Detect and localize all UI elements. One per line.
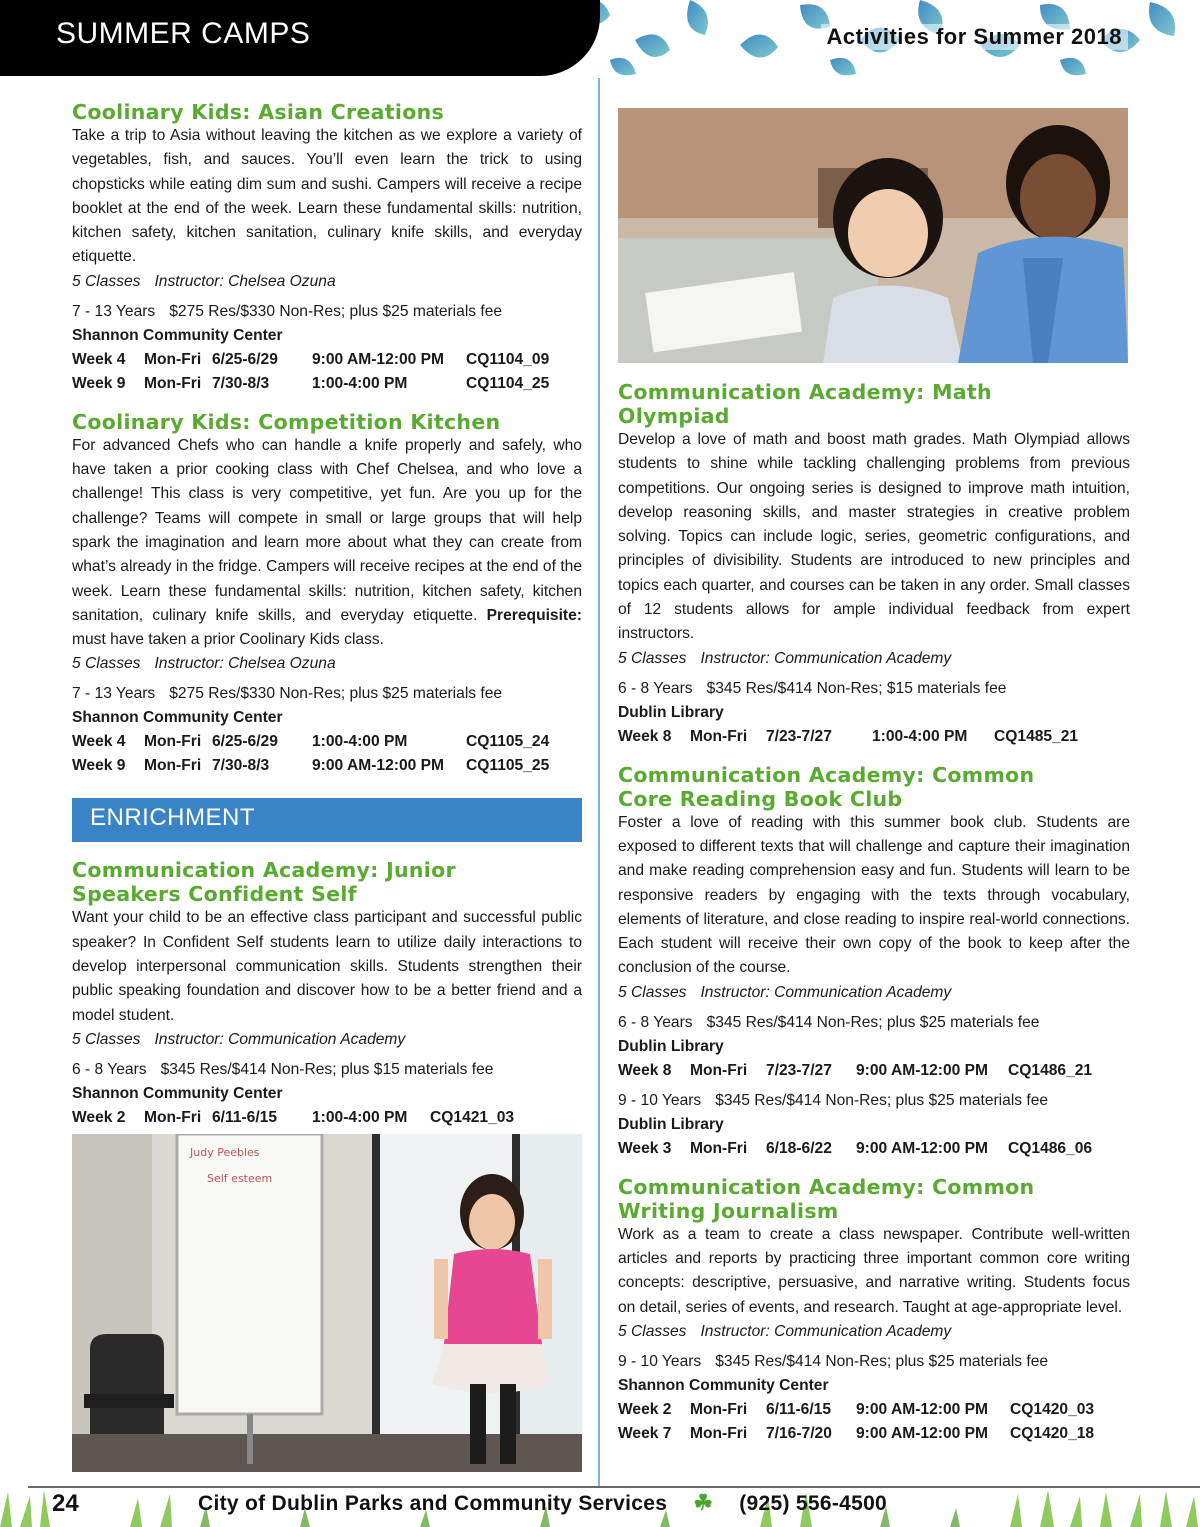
- footer-rule: [28, 1486, 1200, 1488]
- course-title-line2: Olympiad: [618, 404, 730, 428]
- sched-week: Week 9: [72, 374, 126, 392]
- course-meta: [72, 652, 582, 676]
- schedule-row: [72, 372, 582, 396]
- sched-code: CQ1105_24: [466, 733, 550, 751]
- class-count: 5 Classes: [72, 1030, 141, 1048]
- instructor: Instructor: Communication Academy: [700, 649, 952, 667]
- instructor: Instructor: Communication Academy: [700, 983, 952, 1001]
- course-price: [618, 1350, 1130, 1374]
- course-title: Coolinary Kids: Asian Creations: [72, 100, 444, 124]
- schedule-row: [618, 1059, 1130, 1083]
- sched-time: 9:00 AM-12:00 PM: [312, 350, 445, 368]
- sched-code: CQ1105_25: [466, 757, 550, 775]
- sched-days: Mon-Fri: [144, 757, 202, 775]
- course-location: Shannon Community Center: [72, 709, 283, 727]
- course-meta: [618, 647, 1130, 671]
- sched-time: 9:00 AM-12:00 PM: [856, 1400, 989, 1418]
- sched-code: CQ1104_25: [466, 374, 550, 392]
- course-price: [618, 1011, 1130, 1035]
- whiteboard-text-2: Self esteem: [207, 1172, 273, 1185]
- course-junior-speakers: [72, 858, 582, 1129]
- course-description: Take a trip to Asia without leaving the kitchen as we explore a variety of vegetables, fish, and sauces. You’ll even learn the trick to using chopsticks while eating dim sum and sushi. Campers will receive a recipe booklet at the end of the week. Learn these fundamental skills: nutrition, kitchen safety, kitchen sanitation, culinary knife skills, and everyday etiquette.: [72, 127, 582, 266]
- course-title-line1: Communication Academy: Common: [618, 1174, 1035, 1199]
- age-range: 7 - 13 Years: [72, 302, 156, 320]
- course-title-line2: Core Reading Book Club: [618, 786, 903, 811]
- age-range: 6 - 8 Years: [618, 679, 693, 697]
- section-title: SUMMER CAMPS: [56, 17, 311, 50]
- sched-dates: 6/18-6/22: [766, 1139, 832, 1157]
- sched-days: Mon-Fri: [144, 374, 202, 392]
- sched-code: CQ1420_18: [1010, 1424, 1095, 1442]
- schedule-row: [72, 1106, 582, 1130]
- schedule-row: [618, 1422, 1130, 1446]
- sched-days: Mon-Fri: [144, 733, 202, 751]
- instructor: Instructor: Chelsea Ozuna: [154, 272, 336, 290]
- course-title-line1: Communication Academy: Common: [618, 762, 1035, 787]
- sched-dates: 6/11-6/15: [212, 1108, 278, 1126]
- sched-week: Week 3: [618, 1139, 672, 1157]
- instructor: Instructor: Communication Academy: [700, 1322, 952, 1340]
- sched-time: 1:00-4:00 PM: [312, 1108, 408, 1126]
- sched-time: 1:00-4:00 PM: [312, 733, 408, 751]
- sched-time: 9:00 AM-12:00 PM: [856, 1424, 989, 1442]
- sched-days: Mon-Fri: [690, 1061, 748, 1079]
- fee: $275 Res/$330 Non-Res; plus $25 materials fee: [169, 685, 503, 703]
- prereq-label: Prerequisite:: [486, 606, 582, 624]
- sched-code: CQ1486_06: [1008, 1139, 1093, 1157]
- sched-week: Week 8: [618, 727, 672, 745]
- instructor: Instructor: Communication Academy: [154, 1030, 406, 1048]
- course-competition-kitchen: [72, 410, 582, 779]
- course-writing-journalism: [618, 1175, 1130, 1446]
- class-count: 5 Classes: [72, 272, 141, 290]
- sched-week: Week 8: [618, 1061, 672, 1079]
- whiteboard-text-1: Judy Peebles: [190, 1146, 260, 1159]
- fee: $345 Res/$414 Non-Res; plus $25 materials fee: [715, 1352, 1049, 1370]
- sched-week: Week 7: [618, 1424, 672, 1442]
- column-divider: [598, 78, 600, 1488]
- schedule-row: [72, 730, 582, 754]
- footer-org: City of Dublin Parks and Community Services: [198, 1492, 668, 1515]
- photo-girl-whiteboard: [72, 1134, 582, 1472]
- fee: $275 Res/$330 Non-Res; plus $25 materials fee: [169, 302, 503, 320]
- course-description: Develop a love of math and boost math grades. Math Olympiad allows students to shine while tackling challenging problems from previous competitions. Our ongoing series is designed to improve math intuition, develop reasoning skills, and master strategies in creative problem solving. Topics can include logic, series, geometric configurations, and principles of divisibility. Students are introduced to new principles and topics each quarter, and courses can be taken in any order. Small classes of 12 students allows for ample individual feedback from expert instructors.: [618, 431, 1130, 643]
- course-price-2: [618, 1089, 1130, 1113]
- page-header: [0, 0, 1200, 78]
- age-range: 7 - 13 Years: [72, 685, 156, 703]
- fee: $345 Res/$414 Non-Res; plus $25 materials fee: [706, 1013, 1040, 1031]
- sched-dates: 7/23-7/27: [766, 1061, 832, 1079]
- sched-days: Mon-Fri: [144, 350, 202, 368]
- course-title-line1: Communication Academy: Junior: [72, 858, 456, 883]
- course-description: [72, 434, 582, 653]
- description-text: For advanced Chefs who can handle a knife properly and safely, who have taken a prior cooking class with Chef Chelsea, and who love a challenge! This class is very competitive, yet fun. Are you up for the challenge? Teams will compete in small or large groups that will help spark the imagination and learn more about what they can create from what’s already in the fridge. Campers will receive recipes at the end of the week. Learn these fundamental skills: nutrition, kitchen safety, kitchen sanitation, culinary knife skills, and everyday etiquette.: [72, 436, 582, 624]
- class-count: 5 Classes: [618, 649, 687, 667]
- sched-dates: 7/16-7/20: [766, 1424, 832, 1442]
- class-count: 5 Classes: [72, 655, 141, 673]
- photo-two-girls: [618, 108, 1128, 363]
- course-meta: [72, 1028, 582, 1052]
- sched-days: Mon-Fri: [690, 1424, 748, 1442]
- instructor: Instructor: Chelsea Ozuna: [154, 655, 336, 673]
- sched-days: Mon-Fri: [690, 727, 748, 745]
- course-math-olympiad: [618, 380, 1130, 749]
- schedule-row: [72, 754, 582, 778]
- sched-dates: 7/23-7/27: [766, 727, 832, 745]
- course-title-line2: Speakers Confident Self: [72, 882, 357, 907]
- sched-code: CQ1485_21: [994, 727, 1079, 745]
- class-count: 5 Classes: [618, 1322, 687, 1340]
- left-column: [72, 100, 582, 1144]
- footer-phone: (925) 556-4500: [739, 1492, 888, 1515]
- sched-time: 1:00-4:00 PM: [312, 374, 408, 392]
- sched-code: CQ1486_21: [1008, 1061, 1093, 1079]
- course-title-line2: Writing Journalism: [618, 1198, 839, 1223]
- sched-time: 9:00 AM-12:00 PM: [856, 1061, 989, 1079]
- course-meta: [72, 270, 582, 294]
- schedule-row: [618, 1398, 1130, 1422]
- sched-week: Week 2: [618, 1400, 672, 1418]
- age-range: 6 - 8 Years: [618, 1013, 693, 1031]
- sched-week: Week 9: [72, 757, 126, 775]
- sched-time: 9:00 AM-12:00 PM: [312, 757, 445, 775]
- sched-days: Mon-Fri: [690, 1139, 748, 1157]
- shamrock-icon: ☘: [693, 1490, 714, 1515]
- sched-dates: 6/11-6/15: [766, 1400, 832, 1418]
- course-description: Foster a love of reading with this summer book club. Students are exposed to different texts that will challenge and capture their imagination and make reading comprehension easy and fun. Students will learn to be responsive readers by engaging with the texts through vocabulary, elements of literature, and close reading to inspire real-world connections. Each student will receive their own copy of the book to keep after the conclusion of the course.: [618, 813, 1130, 977]
- schedule-row: [618, 725, 1130, 749]
- course-title: Coolinary Kids: Competition Kitchen: [72, 409, 501, 434]
- course-meta: [618, 981, 1130, 1005]
- course-reading-book-club: [618, 763, 1130, 1161]
- course-meta: [618, 1320, 1130, 1344]
- course-location: Shannon Community Center: [72, 1084, 283, 1102]
- sched-code: CQ1104_09: [466, 350, 550, 368]
- course-location: Dublin Library: [618, 703, 724, 721]
- course-location: Shannon Community Center: [618, 1376, 829, 1394]
- course-price: [72, 300, 582, 324]
- page-footer: [0, 1478, 1200, 1527]
- sched-time: 1:00-4:00 PM: [872, 727, 968, 745]
- fee: $345 Res/$414 Non-Res; plus $25 materials fee: [715, 1091, 1049, 1109]
- sched-code: CQ1420_03: [1010, 1400, 1095, 1418]
- enrichment-section-bar: ENRICHMENT: [72, 798, 582, 842]
- fee: $345 Res/$414 Non-Res; plus $15 materials fee: [160, 1060, 494, 1078]
- sched-dates: 7/30-8/3: [212, 374, 270, 392]
- course-price: [72, 682, 582, 706]
- sched-dates: 7/30-8/3: [212, 757, 270, 775]
- age-range: 9 - 10 Years: [618, 1091, 702, 1109]
- footer-text: [198, 1490, 887, 1516]
- course-location: Shannon Community Center: [72, 326, 283, 344]
- course-price: [72, 1058, 582, 1082]
- sched-dates: 6/25-6/29: [212, 350, 278, 368]
- page-number: 24: [52, 1490, 79, 1517]
- course-description: Work as a team to create a class newspaper. Contribute well-written articles and reports by practicing three important common core writing concepts: descriptive, persuasive, and narrative writing. Students focus on detail, series of events, and research. Taught at age-appropriate level.: [618, 1225, 1130, 1316]
- sched-days: Mon-Fri: [144, 1108, 202, 1126]
- sched-code: CQ1421_03: [430, 1108, 515, 1126]
- age-range: 6 - 8 Years: [72, 1060, 147, 1078]
- course-asian-creations: [72, 100, 582, 396]
- age-range: 9 - 10 Years: [618, 1352, 702, 1370]
- class-count: 5 Classes: [618, 983, 687, 1001]
- course-price: [618, 677, 1130, 701]
- prereq-text: must have taken a prior Coolinary Kids class.: [72, 631, 385, 649]
- sched-week: Week 4: [72, 733, 126, 751]
- fee: $345 Res/$414 Non-Res; $15 materials fee: [706, 679, 1007, 697]
- sched-days: Mon-Fri: [690, 1400, 748, 1418]
- header-subtitle: Activities for Summer 2018: [821, 24, 1128, 50]
- schedule-row: [72, 348, 582, 372]
- schedule-row: [618, 1137, 1130, 1161]
- sched-dates: 6/25-6/29: [212, 733, 278, 751]
- course-title-line1: Communication Academy: Math: [618, 380, 992, 404]
- sched-week: Week 4: [72, 350, 126, 368]
- right-column: [618, 380, 1130, 1460]
- sched-week: Week 2: [72, 1108, 126, 1126]
- course-location-2: Dublin Library: [618, 1115, 724, 1133]
- course-description: Want your child to be an effective class participant and successful public speaker? In Confident Self students learn to utilize daily interactions to develop interpersonal communication skills. Students strengthen their public speaking foundation and discover how to be a better friend and a model student.: [72, 909, 582, 1024]
- course-location: Dublin Library: [618, 1037, 724, 1055]
- sched-time: 9:00 AM-12:00 PM: [856, 1139, 989, 1157]
